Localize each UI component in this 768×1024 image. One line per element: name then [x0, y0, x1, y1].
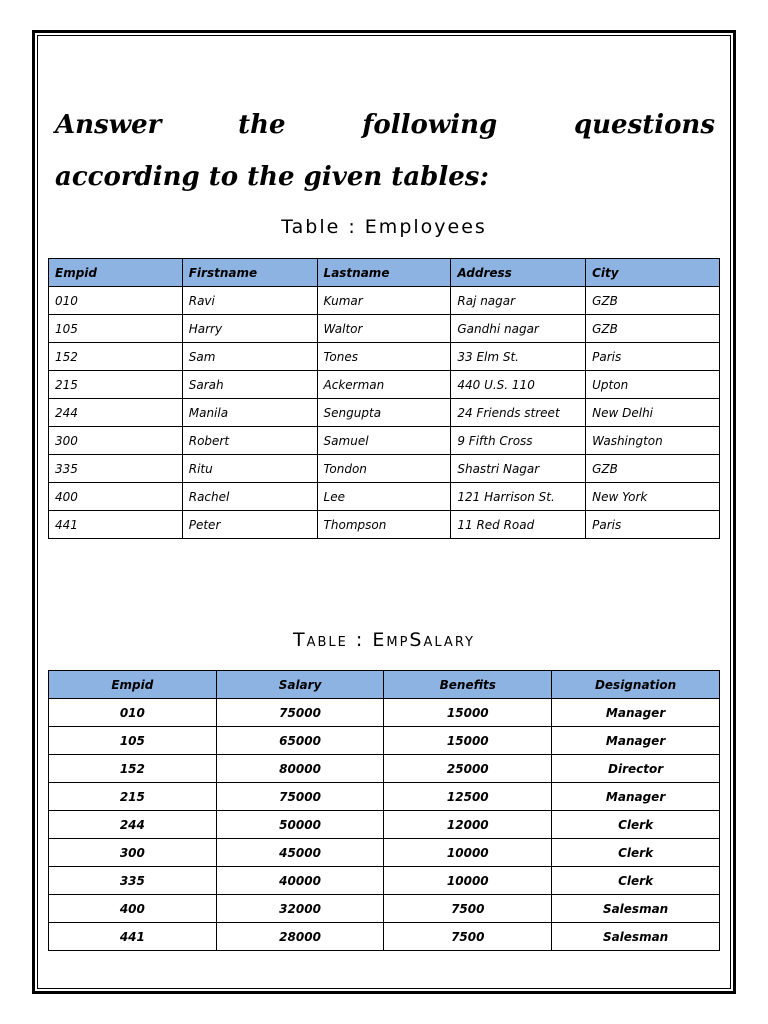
heading-word-2: the [238, 110, 286, 140]
empsalary-row-cell: Manager [552, 699, 720, 727]
empsalary-row-cell: 40000 [216, 867, 384, 895]
empsalary-row-cell: 32000 [216, 895, 384, 923]
employees-header-cell: Firstname [182, 259, 317, 287]
employees-row-cell: Samuel [317, 427, 451, 455]
employees-row [49, 315, 720, 343]
empsalary-row-cell: 244 [49, 811, 217, 839]
employees-row [49, 483, 720, 511]
employees-row-cell: Rachel [182, 483, 317, 511]
empsalary-row-cell: 80000 [216, 755, 384, 783]
empsalary-row-cell: Salesman [552, 895, 720, 923]
empsalary-row-cell: 75000 [216, 783, 384, 811]
employees-row-cell: 441 [49, 511, 183, 539]
employees-row-cell: Manila [182, 399, 317, 427]
employees-row-cell: Tondon [317, 455, 451, 483]
employees-row-cell: 9 Fifth Cross [451, 427, 586, 455]
empsalary-row-cell: Manager [552, 727, 720, 755]
employees-row-cell: 335 [49, 455, 183, 483]
empsalary-header-cell: Empid [49, 671, 217, 699]
employees-row-cell: 121 Harrison St. [451, 483, 586, 511]
empsalary-header-cell: Benefits [384, 671, 552, 699]
employees-row-cell: Sarah [182, 371, 317, 399]
empsalary-row-cell: 335 [49, 867, 217, 895]
employees-header-cell: Empid [49, 259, 183, 287]
employees-row-cell: New Delhi [586, 399, 720, 427]
empsalary-row-cell: 50000 [216, 811, 384, 839]
employees-row-cell: Waltor [317, 315, 451, 343]
employees-row-cell: Washington [586, 427, 720, 455]
heading-word-4: questions [573, 110, 715, 140]
empsalary-row-cell: Clerk [552, 839, 720, 867]
employees-row [49, 287, 720, 315]
employees-row-cell: 300 [49, 427, 183, 455]
employees-row-cell: Sam [182, 343, 317, 371]
employees-row [49, 427, 720, 455]
employees-row-cell: 010 [49, 287, 183, 315]
empsalary-row [49, 895, 720, 923]
empsalary-table-title [48, 629, 720, 651]
empsalary-row [49, 839, 720, 867]
empsalary-header-cell: Salary [216, 671, 384, 699]
employees-row-cell: GZB [586, 287, 720, 315]
employees-row-cell: Tones [317, 343, 451, 371]
empsalary-row-cell: 12000 [384, 811, 552, 839]
empsalary-row-cell: 25000 [384, 755, 552, 783]
empsalary-row-cell: 441 [49, 923, 217, 951]
employees-table [48, 258, 720, 539]
heading-word-1: Answer [55, 110, 162, 140]
empsalary-row-cell: 15000 [384, 727, 552, 755]
employees-row-cell: New York [586, 483, 720, 511]
employees-row-cell: 400 [49, 483, 183, 511]
employees-row-cell: 215 [49, 371, 183, 399]
heading-line-1 [55, 110, 715, 140]
empsalary-row-cell: 45000 [216, 839, 384, 867]
empsalary-row-cell: 28000 [216, 923, 384, 951]
employees-row-cell: 11 Red Road [451, 511, 586, 539]
empsalary-table [48, 670, 720, 951]
employees-row-cell: 152 [49, 343, 183, 371]
empsalary-header-row [49, 671, 720, 699]
employees-table-title: Table : Employees [281, 216, 487, 238]
empsalary-row-cell: 7500 [384, 895, 552, 923]
employees-row-cell: Paris [586, 511, 720, 539]
employees-row [49, 511, 720, 539]
empsalary-row [49, 755, 720, 783]
employees-row-cell: 33 Elm St. [451, 343, 586, 371]
empsalary-row [49, 867, 720, 895]
employees-row-cell: Kumar [317, 287, 451, 315]
empsalary-row-cell: 300 [49, 839, 217, 867]
employees-row-cell: Gandhi nagar [451, 315, 586, 343]
empsalary-row-cell: 12500 [384, 783, 552, 811]
empsalary-row-cell: 215 [49, 783, 217, 811]
employees-row-cell: Peter [182, 511, 317, 539]
employees-row-cell: Upton [586, 371, 720, 399]
employees-row-cell: 105 [49, 315, 183, 343]
employees-row-cell: Ritu [182, 455, 317, 483]
employees-row-cell: 24 Friends street [451, 399, 586, 427]
employees-row-cell: Ackerman [317, 371, 451, 399]
empsalary-title-text: Table : EmpSalary [293, 629, 475, 651]
empsalary-row-cell: 400 [49, 895, 217, 923]
employees-row-cell: 440 U.S. 110 [451, 371, 586, 399]
empsalary-row-cell: 10000 [384, 839, 552, 867]
employees-row-cell: Robert [182, 427, 317, 455]
employees-header-row [49, 259, 720, 287]
employees-row-cell: Paris [586, 343, 720, 371]
employees-row-cell: Ravi [182, 287, 317, 315]
empsalary-row-cell: 152 [49, 755, 217, 783]
empsalary-row-cell: Clerk [552, 867, 720, 895]
empsalary-row [49, 811, 720, 839]
empsalary-row [49, 783, 720, 811]
employees-row-cell: 244 [49, 399, 183, 427]
employees-row-cell: Lee [317, 483, 451, 511]
employees-row-cell: Sengupta [317, 399, 451, 427]
empsalary-row-cell: Director [552, 755, 720, 783]
employees-header-cell: Address [451, 259, 586, 287]
empsalary-row-cell: 65000 [216, 727, 384, 755]
empsalary-row-cell: 7500 [384, 923, 552, 951]
employees-row-cell: Harry [182, 315, 317, 343]
empsalary-row [49, 727, 720, 755]
empsalary-row-cell: 15000 [384, 699, 552, 727]
employees-row-cell: GZB [586, 315, 720, 343]
employees-header-cell: Lastname [317, 259, 451, 287]
heading-line-2: according to the given tables: [55, 162, 490, 192]
employees-header-cell: City [586, 259, 720, 287]
empsalary-row-cell: 10000 [384, 867, 552, 895]
heading-word-3: following [362, 110, 498, 140]
empsalary-row [49, 923, 720, 951]
employees-row [49, 371, 720, 399]
employees-row-cell: Shastri Nagar [451, 455, 586, 483]
employees-row [49, 399, 720, 427]
employees-row-cell: GZB [586, 455, 720, 483]
empsalary-row-cell: Salesman [552, 923, 720, 951]
empsalary-row-cell: Manager [552, 783, 720, 811]
empsalary-row [49, 699, 720, 727]
employees-row-cell: Raj nagar [451, 287, 586, 315]
employees-row [49, 455, 720, 483]
employees-row-cell: Thompson [317, 511, 451, 539]
employees-row [49, 343, 720, 371]
empsalary-row-cell: 010 [49, 699, 217, 727]
empsalary-header-cell: Designation [552, 671, 720, 699]
empsalary-row-cell: Clerk [552, 811, 720, 839]
empsalary-row-cell: 105 [49, 727, 217, 755]
empsalary-row-cell: 75000 [216, 699, 384, 727]
